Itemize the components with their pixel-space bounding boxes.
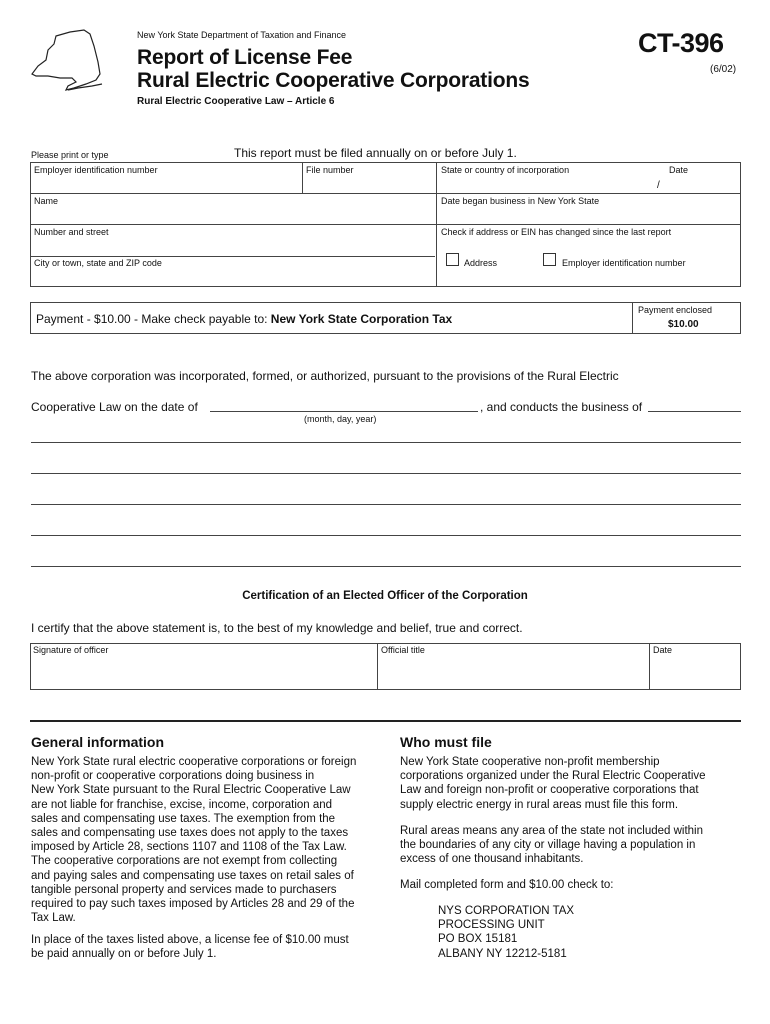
address-option-label: Address xyxy=(464,258,498,268)
general-info-heading: General information xyxy=(31,734,165,750)
name-field-label: Name xyxy=(34,196,59,206)
form-title-line2: Rural Electric Cooperative Corporations xyxy=(137,69,530,92)
payment-enclosed-label: Payment enclosed xyxy=(638,305,713,315)
form-number: CT-396 xyxy=(638,28,724,58)
signature-label: Signature of officer xyxy=(33,645,109,655)
incorporation-input[interactable] xyxy=(441,176,737,192)
business-line-2[interactable] xyxy=(31,473,741,474)
department-name: New York State Department of Taxation and Finance xyxy=(137,30,346,40)
filing-deadline: This report must be filed annually on or before July 1. xyxy=(234,146,517,160)
date-separator: / xyxy=(657,180,660,191)
print-note: Please print or type xyxy=(31,150,109,160)
new-york-state-logo xyxy=(26,28,106,96)
business-description-input[interactable] xyxy=(648,396,741,411)
statement-line2-start: Cooperative Law on the date of xyxy=(31,400,198,414)
file-number-label: File number xyxy=(306,165,354,175)
mail-instruction: Mail completed form and $10.00 check to: xyxy=(400,879,614,891)
general-info-para2: In place of the taxes listed above, a license fee of $10.00 must be paid annually on or before July 1. xyxy=(31,934,349,961)
city-field-label: City or town, state and ZIP code xyxy=(34,258,162,268)
certification-text: I certify that the above statement is, to the best of my knowledge and belief, true and correct. xyxy=(31,621,523,635)
date-began-input[interactable] xyxy=(441,207,737,223)
who-must-file-heading: Who must file xyxy=(400,734,492,750)
date-began-label: Date began business in New York State xyxy=(441,196,600,206)
name-input[interactable] xyxy=(34,207,432,223)
statement-line2-mid: , and conducts the business of xyxy=(480,400,643,414)
business-line-3[interactable] xyxy=(31,504,741,505)
general-info-para1: New York State rural electric cooperative corporations or foreign non-profit or cooperative corporations doing business in New York State pursuant to the Rural Electric Cooperative Law are not liable for franchise, excise, income, corporation and sales and compensating use taxes. The exemption from the sales and compensating use taxes does not apply to the taxes imposed by Article 28, sections 1107 and 1108 of the Tax Law. The cooperative corporations are not exempt from collecting and paying sales and compensating use taxes on retail sales of tangible personal property and services made to purchasers required to pay such taxes imposed by Articles 28 and 29 of the Tax Law. xyxy=(31,756,357,925)
state-incorporation-label: State or country of incorporation xyxy=(441,165,570,175)
official-title-label: Official title xyxy=(381,645,425,655)
form-title-line1: Report of License Fee xyxy=(137,46,353,69)
ein-input[interactable] xyxy=(34,176,299,192)
signature-date-input[interactable] xyxy=(653,656,737,688)
statement-line1: The above corporation was incorporated, formed, or authorized, pursuant to the provisions of the Rural Electric xyxy=(31,369,619,383)
business-line-5[interactable] xyxy=(31,566,741,567)
business-line-1[interactable] xyxy=(31,442,741,443)
file-number-input[interactable] xyxy=(306,176,432,192)
official-title-input[interactable] xyxy=(381,656,645,688)
payment-prefix: Payment - $10.00 - Make check payable to: xyxy=(36,312,271,326)
signature-date-label: Date xyxy=(653,645,673,655)
address-changed-checkbox[interactable] xyxy=(446,253,459,266)
who-must-file-para2: Rural areas means any area of the state not included within the boundaries of any city or village having a population in excess of one thousand inhabitants. xyxy=(400,825,704,866)
signature-input[interactable] xyxy=(33,656,373,688)
payment-enclosed-amount: $10.00 xyxy=(668,319,699,330)
payment-instruction xyxy=(36,312,452,326)
payment-payee: New York State Corporation Tax xyxy=(270,312,453,326)
address-change-label: Check if address or EIN has changed since the last report xyxy=(441,227,672,237)
certification-title: Certification of an Elected Officer of the Corporation xyxy=(242,590,528,602)
street-input[interactable] xyxy=(34,238,432,254)
business-line-4[interactable] xyxy=(31,535,741,536)
revision-date: (6/02) xyxy=(710,64,737,75)
ein-option-label: Employer identification number xyxy=(562,258,686,268)
date-format-hint: (month, day, year) xyxy=(304,414,377,424)
section-divider xyxy=(30,720,741,722)
mailing-address: NYS CORPORATION TAX PROCESSING UNIT PO BOX 15181 ALBANY NY 12212-5181 xyxy=(438,905,575,960)
ein-field-label: Employer identification number xyxy=(34,165,158,175)
street-field-label: Number and street xyxy=(34,227,109,237)
law-reference: Rural Electric Cooperative Law – Article 6 xyxy=(137,96,335,107)
incorporation-date-label: Date xyxy=(669,165,689,175)
incorporation-date-input[interactable] xyxy=(210,396,478,411)
city-input[interactable] xyxy=(34,269,432,285)
who-must-file-para1: New York State cooperative non-profit membership corporations organized under the Rural Electric Cooperative Law and foreign non-profit or cooperative corporations that supply electric energy in rural areas must file this form. xyxy=(400,756,706,811)
ein-changed-checkbox[interactable] xyxy=(543,253,556,266)
